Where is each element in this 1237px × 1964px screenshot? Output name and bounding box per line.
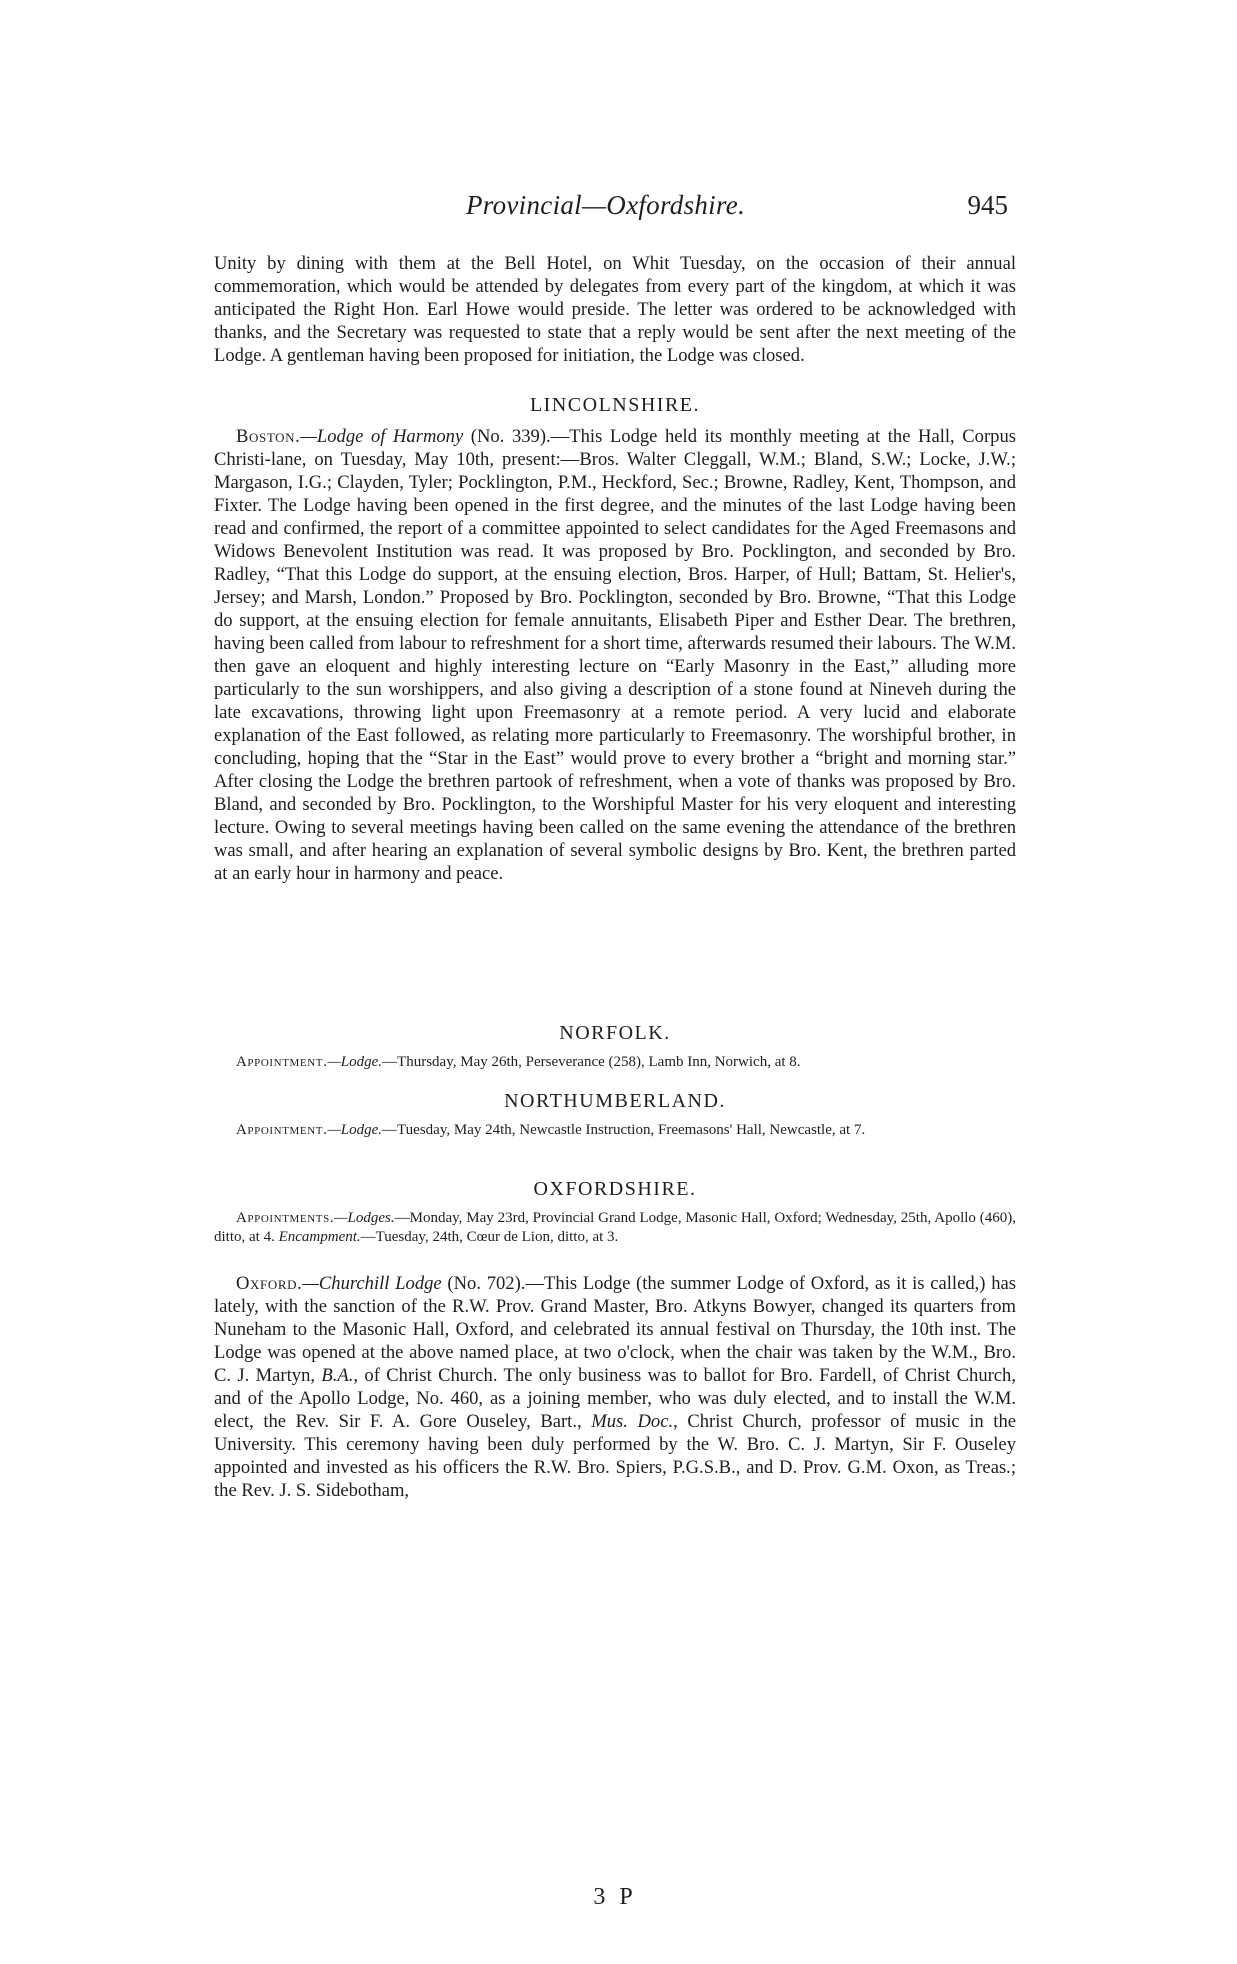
continuation-paragraph xyxy=(214,252,1016,367)
norfolk-appointment xyxy=(214,1053,1016,1072)
appointment-kind: —Lodge. xyxy=(327,1054,383,1070)
lincolnshire-paragraph xyxy=(214,425,1016,885)
lodge-name: —Lodge of Harmony xyxy=(300,426,464,447)
appointment-body: —Thursday, May 26th, Perseverance (258), Lamb Inn, Norwich, at 8. xyxy=(382,1054,801,1070)
encampment-label: Encampment. xyxy=(278,1229,361,1245)
appointment-kind: —Lodges. xyxy=(334,1210,395,1226)
oxfordshire-report xyxy=(214,1272,1016,1502)
appointment-paragraph xyxy=(214,1121,1016,1140)
section-heading-northumberland: NORTHUMBERLAND. xyxy=(504,1090,726,1112)
degree-abbreviation: B.A. xyxy=(321,1365,354,1386)
page-number: 945 xyxy=(967,190,1008,220)
appointment-body: —Tuesday, May 24th, Newcastle Instruction, Freemasons' Hall, Newcastle, at 7. xyxy=(382,1122,866,1138)
lincolnshire-report xyxy=(214,425,1016,885)
appointment-kind: —Lodge. xyxy=(327,1122,383,1138)
report-body-part-3: , Christ Church, professor of music in the University. This ceremony having been duly performed by the W. Bro. C. J. Martyn, Sir F. Ouseley appointed and invested as his officers the R.W. Bro. Spiers, P.G.S.B., and D. Prov. G.M. Oxon, as Treas.; the Rev. J. S. Sidebotham, xyxy=(214,1411,1016,1501)
running-head xyxy=(214,190,1016,230)
appointment-paragraph xyxy=(214,1209,1016,1247)
report-body: (No. 339).—This Lodge held its monthly meeting at the Hall, Corpus Christi-lane, on Tuesday, May 10th, present:—Bros. Walter Cleggall, W.M.; Bland, S.W.; Locke, J.W.; Margason, I.G.; Clayden, Tyler; Pocklington, P.M., Heckford, Sec.; Browne, Radley, Kent, Thompson, and Fixter. The Lodge having been opened in the first degree, and the minutes of the last Lodge having been read and confirmed, the report of a committee appointed to select candidates for the Aged Freemasons and Widows Benevolent Institution was read. It was proposed by Bro. Pocklington, and seconded by Bro. Radley, “That this Lodge do support, at the ensuing election, Bros. Harper, of Hull; Battam, St. Helier's, Jersey; and Marsh, London.” Proposed by Bro. Pocklington, seconded by Bro. Browne, “That this Lodge do support, at the ensuing election for female annuitants, Elisabeth Piper and Esther Dear. The brethren, having been called from labour to refreshment for a short time, afterwards resumed their labours. The W.M. then gave an eloquent and highly interesting lecture on “Early Masonry in the East,” alluding more particularly to the sun worshippers, and also giving a description of a stone found at Nineveh during the late excavations, throwing light upon Freemasonry at a remote period. A very lucid and elaborate explanation of the East followed, as relating more particularly to Freemasonry. The worshipful brother, in concluding, hoping that the “Star in the East” would prove to every brother a “bright and morning star.” After closing the Lodge the brethren partook of refreshment, when a vote of thanks was proposed by Bro. Bland, and seconded by Bro. Pocklington, to the Worshipful Master for his very eloquent and interesting lecture. Owing to several meetings having been called on the same evening the attendance of the brethren was small, and after hearing an explanation of several symbolic designs by Bro. Kent, the brethren parted at an early hour in harmony and peace. xyxy=(214,426,1016,884)
appointment-body: —Monday, May 23rd, Provincial Grand Lodge, Masonic Hall, Oxford; Wednesday, 25th, Apollo (460), ditto, at 4. xyxy=(214,1210,1016,1245)
encampment-body: —Tuesday, 24th, Cœur de Lion, ditto, at 3. xyxy=(360,1229,619,1245)
lodge-name: —Churchill Lodge xyxy=(302,1273,442,1294)
report-body-part-2: , of Christ Church. The only business was to ballot for Bro. Fardell, of Christ Church, and of the Apollo Lodge, No. 460, as a joining member, who was duly elected, and to install the W.M. elect, the Rev. Sir F. A. Gore Ouseley, Bart., xyxy=(214,1365,1017,1432)
place-name: Boston. xyxy=(236,426,301,447)
section-heading-lincolnshire: LINCOLNSHIRE. xyxy=(529,394,701,416)
section-heading-oxfordshire: OXFORDSHIRE. xyxy=(533,1178,697,1200)
appointment-label: Appointment. xyxy=(236,1122,328,1138)
signature-mark: 3 P xyxy=(593,1884,637,1910)
appointment-paragraph xyxy=(214,1053,1016,1072)
appointment-label: Appointments. xyxy=(236,1210,335,1226)
report-body-part-1: (No. 702).—This Lodge (the summer Lodge of Oxford, as it is called,) has lately, with the sanction of the R.W. Prov. Grand Master, Bro. Atkyns Bowyer, changed its quarters from Nuneham to the Masonic Hall, Oxford, and celebrated its annual festival on Thursday, the 10th inst. The Lodge was opened at the above named place, at two o'clock, when the chair was taken by the W.M., Bro. C. J. Martyn, xyxy=(214,1273,1016,1386)
degree-abbreviation: Mus. Doc. xyxy=(591,1411,674,1432)
appointment-label: Appointment. xyxy=(236,1054,328,1070)
oxfordshire-appointments xyxy=(214,1209,1016,1247)
place-name: Oxford. xyxy=(236,1273,303,1294)
continuation-text: Unity by dining with them at the Bell Hotel, on Whit Tuesday, on the occasion of their annual commemoration, which would be attended by delegates from every part of the kingdom, at which it was anticipated the Right Hon. Earl Howe would preside. The letter was ordered to be acknowledged with thanks, and the Secretary was requested to state that a reply would be sent after the next meeting of the Lodge. A gentleman having been proposed for initiation, the Lodge was closed. xyxy=(214,253,1016,366)
oxfordshire-paragraph xyxy=(214,1272,1016,1502)
running-title: Provincial—Oxfordshire. xyxy=(466,190,746,220)
section-heading-norfolk: NORFOLK. xyxy=(559,1022,671,1044)
northumberland-appointment xyxy=(214,1121,1016,1140)
